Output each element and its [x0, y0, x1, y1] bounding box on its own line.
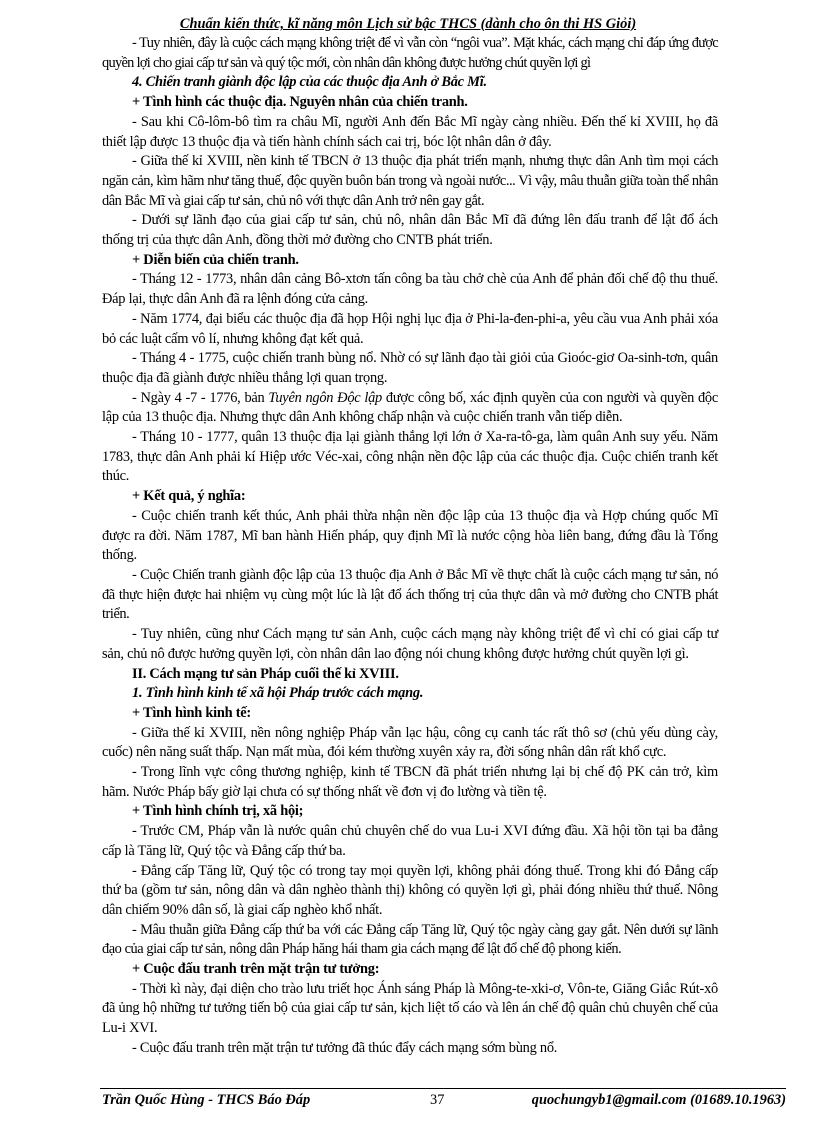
paragraph: - Cuộc chiến tranh kết thúc, Anh phải thừa nhận nền độc lập của 13 thuộc địa và Hợp chúng quốc Mĩ được ra đời. Năm 1787, Mĩ ban hành Hiến pháp, quy định Mĩ là nước cộng hòa liên bang, đứng đầu là Tổng thống.: [102, 507, 718, 564]
footer-divider: [100, 1088, 786, 1089]
paragraph-text: được công bố, xác định quyền của con người và quyền độc lập của 13 thuộc địa. Nhưng thực dân Anh không chấp nhận và cuộc chiến tranh vẫn tiếp diễn.: [102, 389, 718, 426]
subsection-heading: + Diễn biến của chiến tranh.: [132, 251, 299, 268]
paragraph: - Giữa thế kỉ XVIII, nền kinh tế TBCN ở 13 thuộc địa phát triển mạnh, nhưng thực dân Anh tìm mọi cách ngăn cản, kìm hãm như tăng thuế, độc quyền buôn bán trong và ngoài nước... Vì vậy, mâu thuẫn giữa toàn thể nhân dân Bắc Mĩ và giai cấp tư sản, chủ nô với thực dân Anh trở nên gay gắt.: [102, 153, 718, 209]
footer-author: Trần Quốc Hùng - THCS Báo Đáp: [102, 1092, 311, 1108]
page-number: 37: [430, 1092, 445, 1108]
paragraph: - Sau khi Cô-lôm-bô tìm ra châu Mĩ, người Anh đến Bắc Mĩ ngày càng nhiều. Đến thế kỉ XVIII, họ đã thiết lập được 13 thuộc địa và tiến hành chính sách cai trị, bóc lột nhân dân ở đây.: [102, 113, 718, 150]
section-heading: II. Cách mạng tư sản Pháp cuối thế kỉ XVIII.: [132, 665, 399, 682]
section-heading: 1. Tình hình kinh tế xã hội Pháp trước cách mạng.: [132, 685, 424, 702]
document-body: [102, 34, 718, 1059]
paragraph: - Năm 1774, đại biểu các thuộc địa đã họp Hội nghị lục địa ở Phi-la-đen-phi-a, yêu cầu vua Anh phải xóa bỏ các luật cấm vô lí, nhưng không đạt kết quả.: [102, 310, 718, 347]
paragraph: - Trước CM, Pháp vẫn là nước quân chủ chuyên chế do vua Lu-i XVI đứng đầu. Xã hội tồn tại ba đẳng cấp là Tăng lữ, Quý tộc và Đẳng cấp thứ ba.: [102, 823, 718, 859]
page-header: Chuẩn kiến thức, kĩ năng môn Lịch sử bậc THCS (dành cho ôn thi HS Giỏi): [179, 16, 637, 32]
subsection-heading: + Tình hình các thuộc địa. Nguyên nhân của chiến tranh.: [132, 94, 468, 111]
paragraph: - Dưới sự lãnh đạo của giai cấp tư sản, chủ nô, nhân dân Bắc Mĩ đã đứng lên đấu tranh để lật đổ ách thống trị của thực dân Anh, đồng thời mở đường cho CNTB phát triển.: [102, 212, 718, 249]
subsection-heading: + Tình hình kinh tế:: [132, 704, 251, 721]
paragraph: - Trong lĩnh vực công thương nghiệp, kinh tế TBCN đã phát triển nhưng lại bị chế độ PK cản trở, kìm hãm. Nước Pháp bấy giờ lại chưa có sự thống nhất về đơn vị đo lường và tiền tệ.: [102, 764, 718, 800]
paragraph-text: - Ngày 4 -7 - 1776, bản: [132, 389, 269, 406]
paragraph: - Tuy nhiên, cũng như Cách mạng tư sản Anh, cuộc cách mạng này không triệt để vì chỉ có giai cấp tư sản, chủ nô được hưởng quyền lợi, còn nhân dân lao động nói chung không được hưởng chút quyền lợi gì.: [102, 626, 718, 662]
paragraph: - Mâu thuẫn giữa Đẳng cấp thứ ba với các Đẳng cấp Tăng lữ, Quý tộc ngày càng gay gắt. Nên dưới sự lãnh đạo của giai cấp tư sản, nông dân Pháp hăng hái tham gia cách mạng để lật đổ chế độ phong kiến.: [102, 921, 718, 958]
paragraph: - Tuy nhiên, đây là cuộc cách mạng không triệt để vì vẫn còn “ngôi vua”. Mặt khác, cách mạng chỉ đáp ứng được quyền lợi cho giai cấp tư sản và quý tộc mới, còn nhân dân không được hưởng chút quyền lợi gì: [102, 35, 718, 71]
paragraph: - Cuộc đấu tranh trên mặt trận tư tưởng đã thúc đẩy cách mạng sớm bùng nổ.: [132, 1039, 558, 1056]
section-heading: 4. Chiến tranh giành độc lập của các thuộc địa Anh ở Bắc Mĩ.: [132, 74, 487, 91]
subsection-heading: + Kết quả, ý nghĩa:: [132, 488, 246, 505]
footer-contact: quochungyb1@gmail.com (01689.10.1963): [531, 1092, 786, 1108]
paragraph: - Đẳng cấp Tăng lữ, Quý tộc có trong tay mọi quyền lợi, không phải đóng thuế. Trong khi đó Đẳng cấp thứ ba (gồm tư sản, nông dân và dân nghèo thành thị) không có quyền lợi gì, phải đóng nhiều thứ thuế. Nông dân chiếm 90% dân số, là giai cấp nghèo khổ nhất.: [102, 862, 718, 918]
paragraph: - Cuộc Chiến tranh giành độc lập của 13 thuộc địa Anh ở Bắc Mĩ về thực chất là cuộc cách mạng tư sản, nó đã thực hiện được hai nhiệm vụ cùng một lúc là lật đổ ách thống trị của thực dân và mở đường cho CNTB phát triển.: [102, 566, 718, 623]
paragraph: - Thời kì này, đại diện cho trào lưu triết học Ánh sáng Pháp là Mông-te-xki-ơ, Vôn-te, Giăng Giắc Rút-xô đã ủng hộ những tư tưởng tiến bộ của giai cấp tư sản, kịch liệt tố cáo và lên án chế độ quân chủ chuyên chế của Lu-i XVI.: [102, 980, 718, 1037]
page-footer: [100, 1092, 786, 1112]
paragraph: - Giữa thế kỉ XVIII, nền nông nghiệp Pháp vẫn lạc hậu, công cụ canh tác rất thô sơ (chủ yếu dùng cày, cuốc) nên năng suất thấp. Nạn mất mùa, đói kém thường xuyên xảy ra, đời sống nhân dân rất khổ cực.: [102, 724, 718, 761]
subsection-heading: + Cuộc đấu tranh trên mặt trận tư tưởng:: [132, 961, 380, 978]
document-title-italic: Tuyên ngôn Độc lập: [268, 389, 382, 406]
paragraph: - Tháng 4 - 1775, cuộc chiến tranh bùng nổ. Nhờ có sự lãnh đạo tài giỏi của Gioóc-giơ Oa-sinh-tơn, quân thuộc địa đã giành được nhiều thắng lợi quan trọng.: [102, 350, 718, 386]
subsection-heading: + Tình hình chính trị, xã hội;: [132, 803, 304, 820]
paragraph: - Tháng 10 - 1777, quân 13 thuộc địa lại giành thắng lợi lớn ở Xa-ra-tô-ga, làm quân Anh suy yếu. Năm 1783, thực dân Anh phải kí Hiệp ước Véc-xai, công nhận nền độc lập của các thuộc địa. Cuộc chiến tranh kết thúc.: [102, 429, 718, 485]
paragraph: - Tháng 12 - 1773, nhân dân cảng Bô-xtơn tấn công ba tàu chở chè của Anh để phản đối chế độ thu thuế. Đáp lại, thực dân Anh đã ra lệnh đóng cửa cảng.: [102, 271, 718, 308]
paragraph: [102, 389, 718, 428]
